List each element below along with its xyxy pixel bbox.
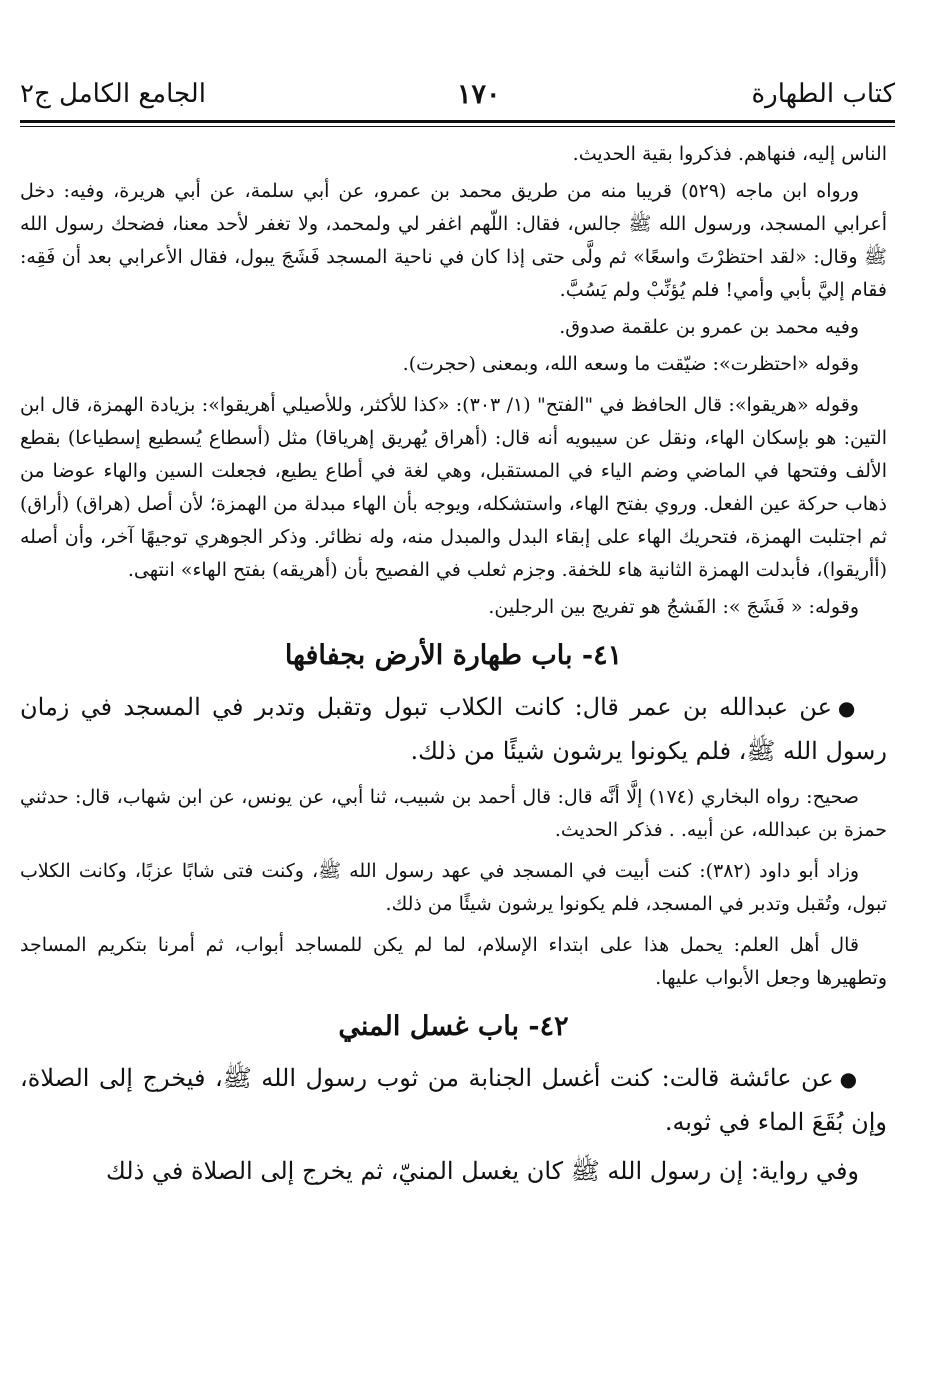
chapter-heading-42: ٤٢- باب غسل المني (338, 1011, 569, 1042)
hadith-text-ibn-umar (20, 686, 887, 773)
header-book-title: الجامع الكامل ج٢ (20, 79, 206, 109)
hadith-text-aisha (20, 1057, 887, 1144)
header-chapter-title: كتاب الطهارة (751, 79, 895, 109)
header-rule-thin (20, 126, 895, 127)
chapter-heading-41: ٤١- باب طهارة الأرض بجفافها (284, 640, 623, 671)
paragraph-ihtazarta: وقوله «احتظرت»: ضيّقت ما وسعه الله، وبمعنى (حجرت). (402, 353, 859, 375)
header-rule-thick (20, 120, 895, 123)
page-number: ١٧٠ (457, 78, 501, 110)
hadith-text-ibn-umar-body: عن عبدالله بن عمر قال: كانت الكلاب تبول وتقبل وتدبر في المسجد في زمان رسول الله ﷺ، فلم يكونوا يرشون شيئًا من ذلك. (20, 693, 887, 765)
paragraph-abu-dawud: وزاد أبو داود (٣٨٢): كنت أبيت في المسجد في عهد رسول الله ﷺ، وكنت فتى شابًا عزبًا، وكانت الكلاب تبول، وتُقبل وتدبر في المسجد، فلم يكونوا يرشون شيئًا من ذلك. (20, 860, 887, 915)
page-body (20, 138, 887, 1193)
bullet-icon: ● (839, 1067, 859, 1091)
paragraph-continuation: الناس إليه، فنهاهم. فذكروا بقية الحديث. (572, 143, 887, 165)
hadith-text-aisha-body: عن عائشة قالت: كنت أغسل الجنابة من ثوب رسول الله ﷺ، فيخرج إلى الصلاة، وإن بُقَعَ الماء في ثوبه. (20, 1064, 887, 1136)
paragraph-bukhari: صحيح: رواه البخاري (١٧٤) إلَّا أنَّه قال: قال أحمد بن شبيب، ثنا أبي، عن يونس، عن ابن شهاب، قال: حدثني حمزة بن عبدالله، عن أبيه. . فذكر الحديث. (20, 786, 887, 841)
page-header (20, 72, 895, 116)
bullet-icon: ● (837, 696, 859, 720)
paragraph-ibn-majah: ورواه ابن ماجه (٥٢٩) قريبا منه من طريق محمد بن عمرو، عن أبي سلمة، عن أبي هريرة، وفيه: دخل أعرابي المسجد، ورسول الله ﷺ جالس، فقال: اللّهم اغفر لي ولمحمد، ولا تغفر لأحد معنا، فضحك رسول الله ﷺ وقال: «لقد احتظرْتَ واسعًا» ثم ولَّى حتى إذا كان في ناحية المسجد فَشَجَ يبول، فقال الأعرابي بعد أن فَقِه: فقام إليَّ بأبي وأمي! فلم يُؤنِّبْ ولم يَسُبَّ. (20, 180, 887, 301)
paragraph-fashaja: وقوله: « فَشَجَ »: الفَشجُ هو تفريج بين الرجلين. (488, 596, 859, 618)
paragraph-scholars: قال أهل العلم: يحمل هذا على ابتداء الإسلام، لما لم يكن للمساجد أبواب، ثم أمرنا بتكريم المساجد وتطهيرها وجعل الأبواب عليها. (20, 934, 887, 989)
paragraph-hariqu: وقوله «هريقوا»: قال الحافظ في "الفتح" (١/ ٣٠٣): «كذا للأكثر، وللأصيلي أهريقوا»: بزيادة الهمزة، قال ابن التين: هو بإسكان الهاء، ونقل عن سيبويه أنه قال: (أهراق يُهريق إهرياقا) مثل (أسطاع يُسطيع إسطياعا) بقطع الألف وفتحها في الماضي وضم الياء في المستقبل، وهي لغة في أطاع يطيع، فجعلت السين والهاء عوضا من ذهاب حركة عين الفعل. وروي بفتح الهاء، واستشكله، ويوجه بأن الهاء مبدلة من الهمزة؛ لأن أصل (هراق) (أراق) ثم اجتلبت الهمزة، فتحريك الهاء على إبقاء البدل والمبدل منه، وله نظائر. وذكر الجوهري توجيهًا آخر، وأن أصله (أأريقوا)، فأبدلت الهمزة الثانية هاء للخفة. وجزم ثعلب في الفصيح بأن (أهريقه) بفتح الهاء» انتهى. (20, 394, 887, 581)
paragraph-narrator-note: وفيه محمد بن عمرو بن علقمة صدوق. (559, 316, 859, 338)
hadith-text-riwaya: وفي رواية: إن رسول الله ﷺ كان يغسل المنيّ، ثم يخرج إلى الصلاة في ذلك (106, 1157, 859, 1185)
